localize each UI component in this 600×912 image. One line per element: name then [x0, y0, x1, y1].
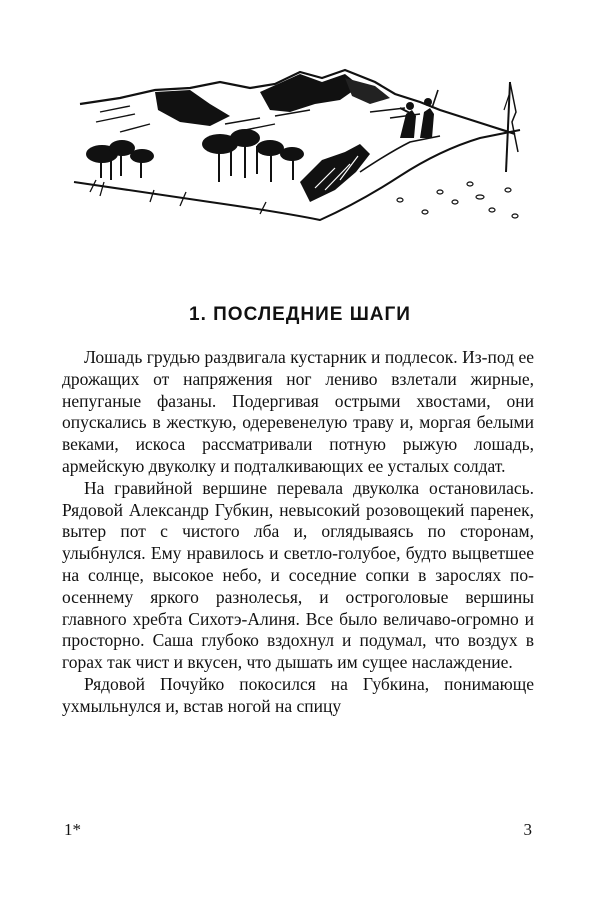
- mountain-shadow-right: [345, 78, 390, 104]
- paragraph-3: Рядовой Почуйко покосился на Губкина, понимающе ухмыльнулся и, встав ногой на спицу: [62, 673, 534, 716]
- rocky-outcrop: [300, 144, 370, 202]
- paragraph-2: На гравийной вершине перевала двуколка остановилась. Рядовой Александр Губкин, невысокий розовощекий паренек, вытер пот с чистого лба и, оглядываясь по сторонам, улыбнулся. Ему нравилось и светло-голубое, будто выцветшее на солнце, высокое небо, и соседние сопки в зарослях по-осеннему яркого разнолесья, и остроголовые вершины главного хребта Сихотэ-Алиня. Все было величаво-огромно и просторно. Саша глубоко вздохнул и подумал, что воздух в горах так чист и вкусен, что дышать им сущее наслаждение.: [62, 477, 534, 673]
- foreground-stones: [397, 182, 518, 218]
- summit-edge: [360, 136, 440, 172]
- mountain-shadow-center: [260, 74, 360, 112]
- page-footer: [62, 820, 534, 844]
- mountain-illustration: [60, 52, 530, 232]
- body-text: [62, 347, 534, 718]
- hill-hatching: [96, 106, 420, 132]
- tree-cluster-left: [86, 140, 154, 180]
- mountain-shadow-left: [155, 90, 230, 126]
- page-number: 3: [523, 820, 532, 839]
- mountain-landscape-drawing: [60, 52, 530, 232]
- tree-cluster-center: [202, 129, 304, 182]
- printer-signature: 1*: [64, 820, 81, 839]
- paragraph-1: Лошадь грудью раздвигала кустарник и подлесок. Из-под ее дрожащих от напряжения ног лениво взлетали жирные, непуганые фазаны. Подергивая острыми хвостами, они опускались в жесткую, одеревенелую траву и, моргая белыми веками, искоса рассматривали потную рыжую лошадь, армейскую двуколку и подталкивающих ее усталых солдат.: [62, 347, 534, 476]
- chapter-title: 1. ПОСЛЕДНИЕ ШАГИ: [189, 304, 411, 325]
- tall-tree-right: [504, 82, 518, 172]
